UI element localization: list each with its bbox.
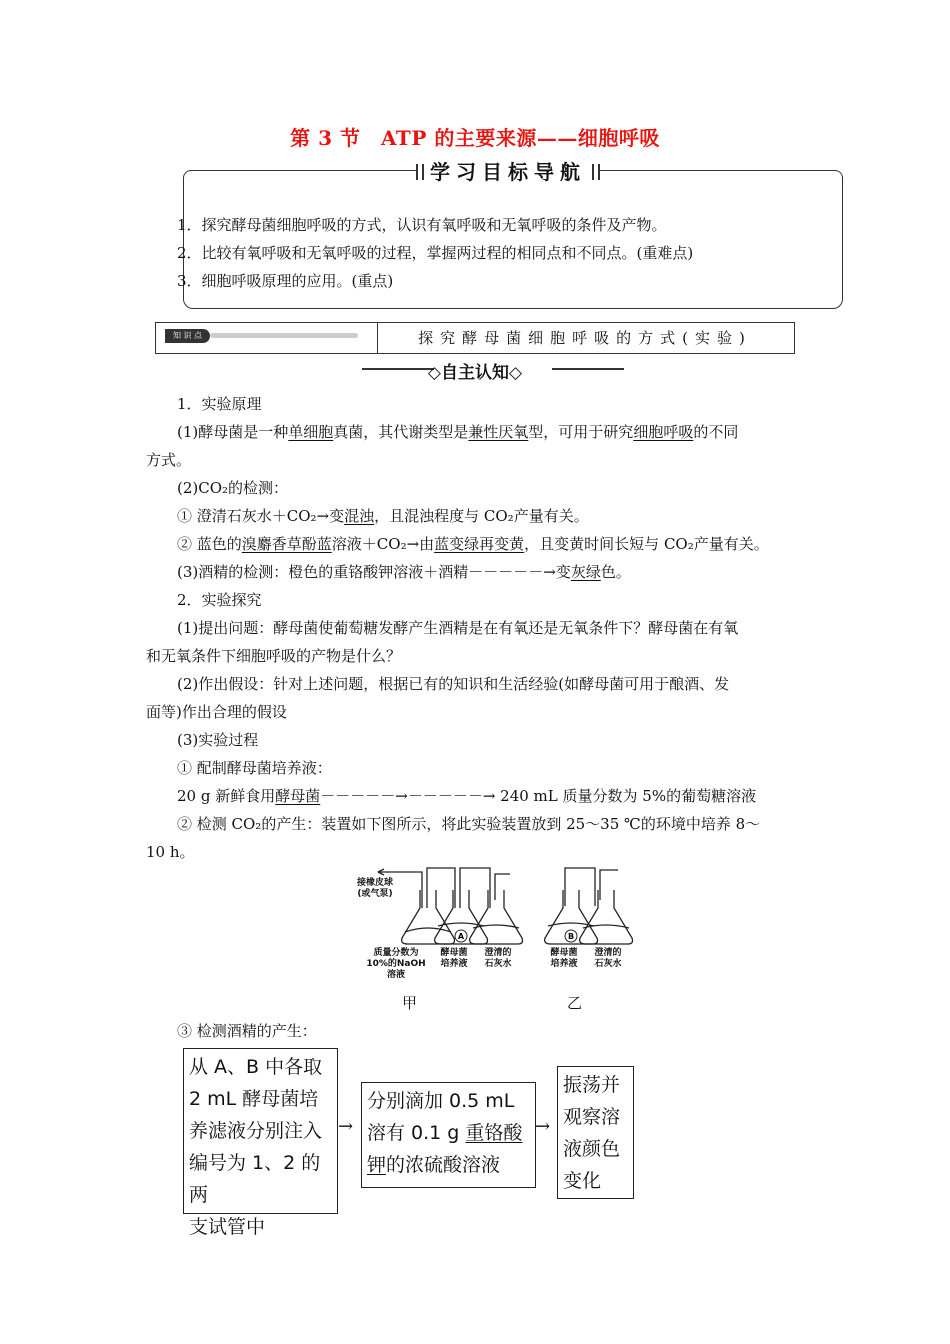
text-line: 面等)作出合理的假设 <box>146 703 287 721</box>
text-line: ② 检测 CO₂的产生：装置如下图所示，将此实验装置放到 25～35 ℃的环境中培养 8～ <box>177 815 761 833</box>
flow-step-1: 从 A、B 中各取 2 mL 酵母菌培 养滤液分别注入 编号为 1、2 的两 支试管中 <box>183 1048 338 1214</box>
text-line: (2)作出假设：针对上述问题，根据已有的知识和生活经验(如酵母菌可用于酿酒、发 <box>177 675 730 693</box>
goals-banner: 学习目标导航 <box>418 157 598 187</box>
page-title: 第 3 节 ATP 的主要来源——细胞呼吸 <box>290 126 660 150</box>
section-heading: ◇自主认知◇ <box>427 363 523 383</box>
text-line: 方式。 <box>146 451 192 469</box>
knowledge-bar <box>210 333 358 338</box>
flow-step-3: 振荡并 观察溶 液颜色 变化 <box>557 1066 634 1199</box>
text-line: 20 g 新鲜食用酵母菌－－－－－→－－－－－→ 240 mL 质量分数为 5%的葡萄糖溶液 <box>177 787 757 805</box>
flow-arrow: → <box>535 1116 551 1137</box>
flow-arrow: → <box>338 1116 354 1137</box>
goal-item: 3．细胞呼吸原理的应用。(重点) <box>177 272 394 290</box>
yeast-label: 酵母菌 培养液 <box>440 948 468 969</box>
text-line: 2．实验探究 <box>177 591 262 609</box>
text-line: (3)实验过程 <box>177 731 259 749</box>
yeast-label: 酵母菌 培养液 <box>550 948 578 969</box>
text-line: (1)酵母菌是一种单细胞真菌，其代谢类型是兼性厌氧型，可用于研究细胞呼吸的不同 <box>177 423 739 441</box>
text-line: ② 蓝色的溴麝香草酚蓝溶液＋CO₂→由蓝变绿再变黄，且变黄时间长短与 CO₂产量有关。 <box>177 535 769 553</box>
text-line: ① 澄清石灰水＋CO₂→变混浊，且混浊程度与 CO₂产量有关。 <box>177 507 589 525</box>
limewater-label: 澄清的 石灰水 <box>594 948 622 969</box>
text-line: (3)酒精的检测：橙色的重铬酸钾溶液＋酒精－－－－－→变灰绿色。 <box>177 563 631 581</box>
text-line: (1)提出问题：酵母菌使葡萄糖发酵产生酒精是在有氧还是无氧条件下？酵母菌在有氧 <box>177 619 739 637</box>
flask-b-label: B <box>567 932 575 941</box>
goal-item: 1．探究酵母菌细胞呼吸的方式，认识有氧呼吸和无氧呼吸的条件及产物。 <box>177 216 667 234</box>
flow-step-2: 分别滴加 0.5 mL 溶有 0.1 g 重铬酸 钾的浓硫酸溶液 <box>361 1082 536 1188</box>
text-line: (2)CO₂的检测： <box>177 479 289 497</box>
knowledge-title: 探究酵母菌细胞呼吸的方式(实验) <box>376 322 795 354</box>
limewater-label: 澄清的 石灰水 <box>484 948 512 969</box>
pump-label: 接橡皮球 (或气泵) <box>356 878 393 899</box>
goal-item: 2．比较有氧呼吸和无氧呼吸的过程，掌握两过程的相同点和不同点。(重难点) <box>177 244 694 262</box>
text-line: ③ 检测酒精的产生： <box>177 1022 317 1040</box>
text-line: 10 h。 <box>146 843 195 861</box>
text-line: 和无氧条件下细胞呼吸的产物是什么？ <box>146 647 402 665</box>
figure-caption-yi: 乙 <box>567 994 583 1012</box>
figure-caption-jia: 甲 <box>402 994 418 1012</box>
text-line: ① 配制酵母菌培养液： <box>177 759 332 777</box>
knowledge-badge: 知 识 点 <box>165 329 210 343</box>
text-line: 1．实验原理 <box>177 395 262 413</box>
naoh-label: 质量分数为 10%的NaOH 溶液 <box>366 948 426 980</box>
flask-a-label: A <box>457 932 465 941</box>
